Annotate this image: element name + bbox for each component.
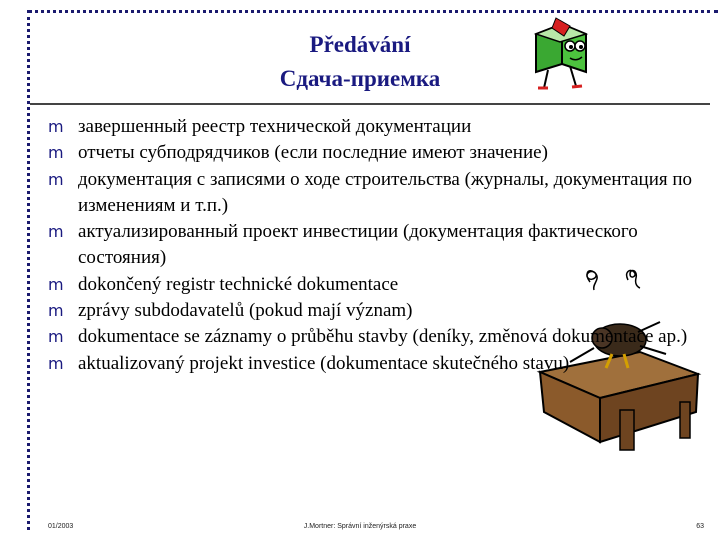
bullet-text: отчеты субподрядчиков (если последние имеют значение) xyxy=(78,142,548,164)
bullet-marker-icon: m xyxy=(48,353,64,373)
top-dotted-border xyxy=(28,10,718,13)
bullet-text: dokumentace se záznamy o průběhu stavby (deníky, změnová dokumentace ap.) xyxy=(78,326,688,348)
bullet-marker-icon: m xyxy=(48,327,64,347)
list-item xyxy=(48,219,708,272)
footer-author: J.Mortner: Správní inženýrská praxe xyxy=(303,523,417,530)
footer-date: 01/2003 xyxy=(48,523,74,530)
bullet-text: zprávy subdodavatelů (pokud mají význam) xyxy=(78,300,413,322)
list-item xyxy=(48,324,708,350)
list-item xyxy=(48,114,708,140)
slide-title-czech: Předávání xyxy=(309,32,411,57)
bullet-marker-icon: m xyxy=(48,222,64,242)
bullet-marker-icon: m xyxy=(48,169,64,189)
footer-page-number: 63 xyxy=(696,523,704,530)
bullet-text: завершенный реестр технической документации xyxy=(78,116,472,137)
list-item xyxy=(48,140,708,166)
bullet-list xyxy=(48,114,708,377)
bullet-text: dokončený registr technické dokumentace xyxy=(78,273,399,295)
bullet-text: aktualizovaný projekt investice (dokumentace skutečného stavu) xyxy=(78,352,570,374)
list-item xyxy=(48,167,708,220)
slide-title-russian: Сдача-приемка xyxy=(279,66,441,91)
bullet-marker-icon: m xyxy=(48,274,64,294)
bullet-marker-icon: m xyxy=(48,301,64,321)
list-item xyxy=(48,298,708,324)
left-dotted-border xyxy=(27,10,30,530)
bullet-text: актуализированный проект инвестиции (документация фактического состояния) xyxy=(78,221,638,269)
list-item xyxy=(48,351,708,377)
list-item xyxy=(48,272,708,298)
book-character-icon xyxy=(526,16,596,98)
bullet-text: документация с записями о ходе строительства (журналы, документация по изменениям и т.п.) xyxy=(78,168,693,216)
bullet-marker-icon: m xyxy=(48,117,64,136)
bullet-marker-icon: m xyxy=(48,143,64,163)
title-underline xyxy=(30,103,710,105)
